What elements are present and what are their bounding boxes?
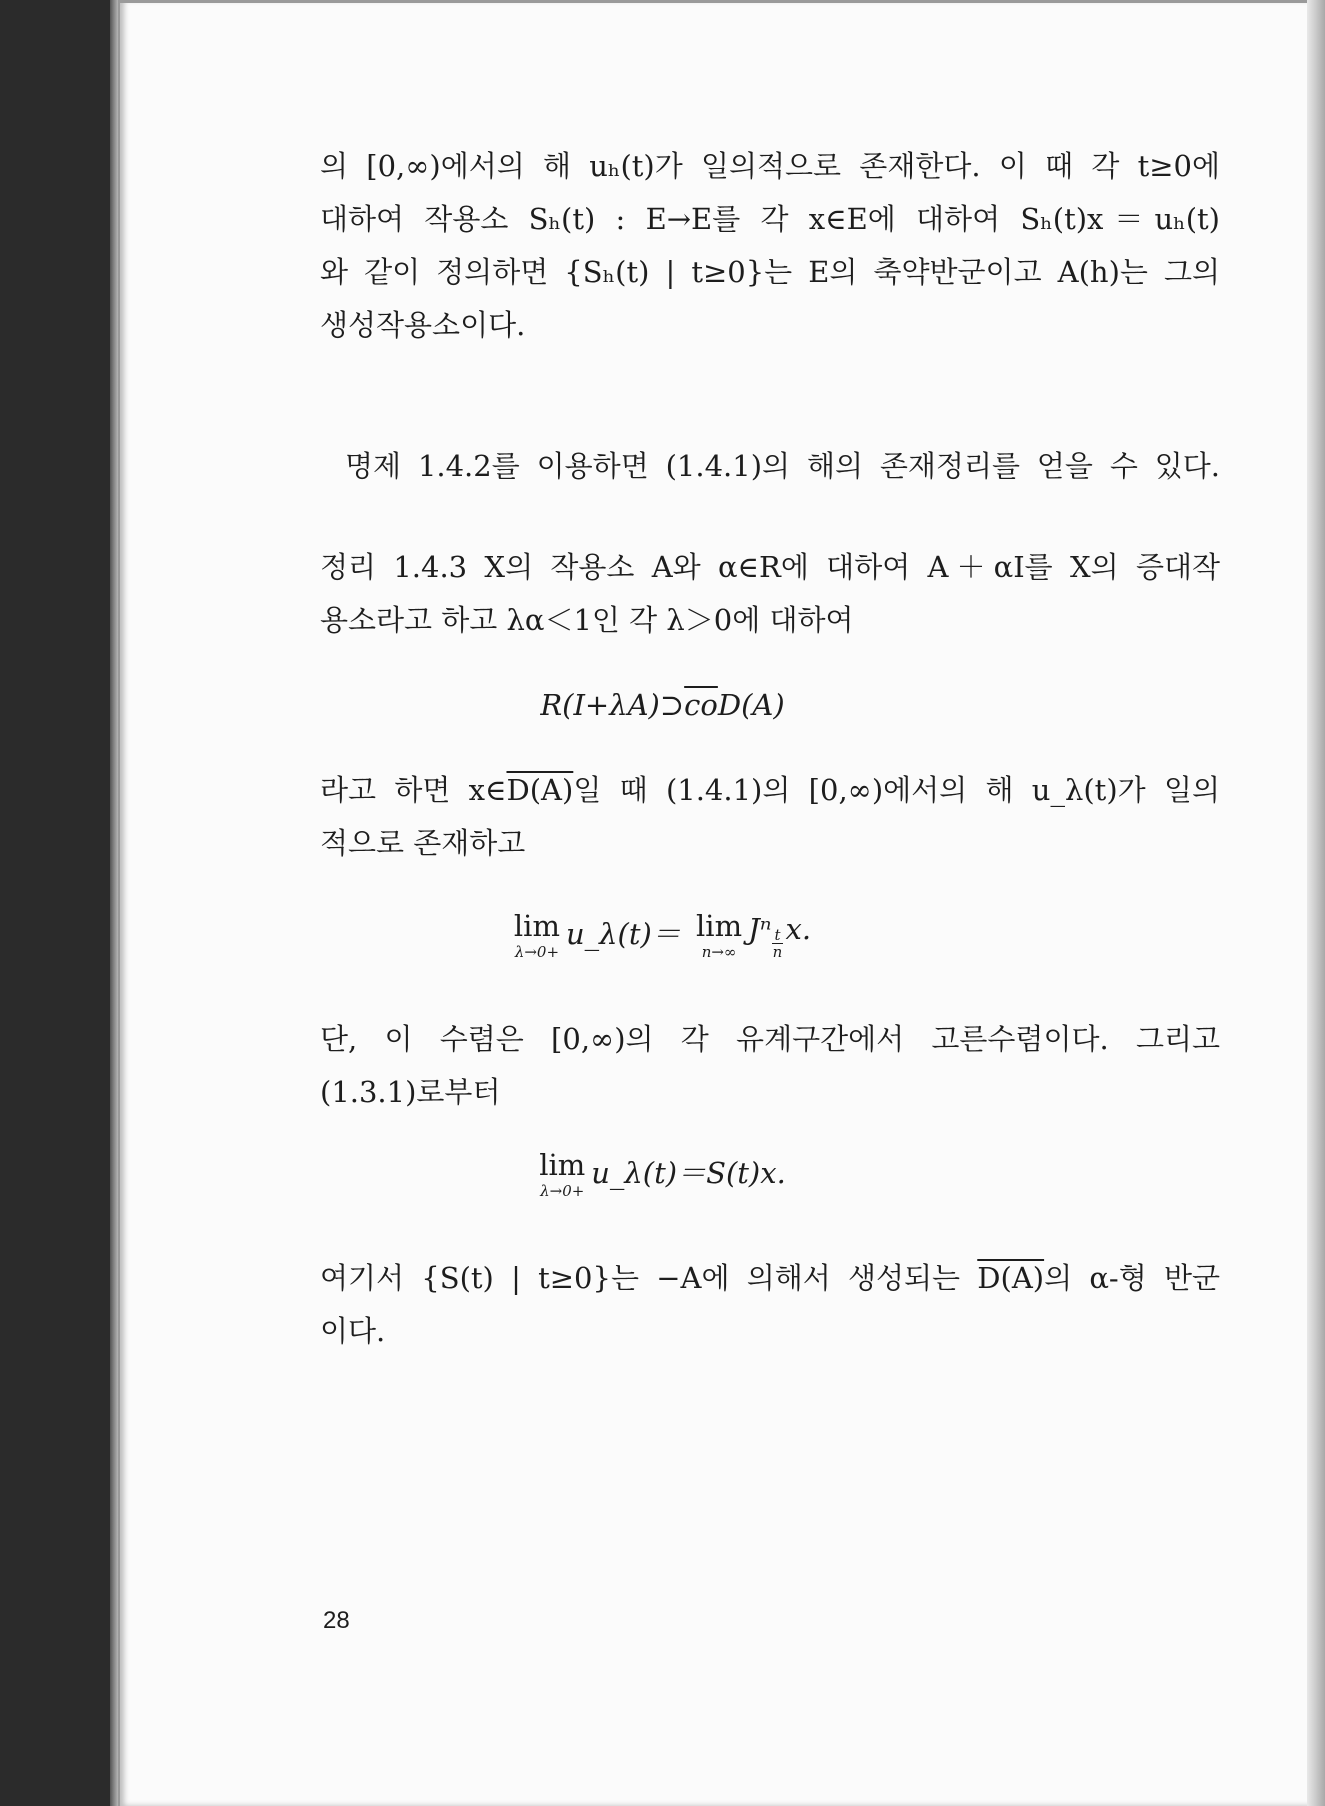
theorem-line: 용소라고 하고 λα＜1인 각 λ＞0에 대하여: [320, 603, 854, 637]
lim-subscript: λ→0+: [540, 1182, 585, 1200]
limit-operator: [696, 909, 743, 961]
text-segment: 의 α-형 반군: [1044, 1261, 1220, 1295]
limit-operator: [513, 909, 560, 961]
text-segment: 일 때 (1.4.1)의 [0,∞)에서의 해 u_λ(t)가 일의: [573, 773, 1220, 807]
text-line: 단, 이 수렴은 [0,∞)의 각 유계구간에서 고른수렴이다. 그리고: [320, 1022, 1220, 1056]
page-number: 28: [323, 1607, 350, 1634]
text-line: 생성작용소이다.: [320, 308, 526, 342]
text-segment: 여기서 {S(t) | t≥0}는 −A에 의해서 생성되는: [320, 1261, 961, 1295]
text-line: 대하여 작용소 Sₕ(t) : E→E를 각 x∈E에 대하여 Sₕ(t)x＝uₕ(t): [320, 202, 1220, 236]
lim-word: lim: [539, 1148, 586, 1182]
limit-operator: [539, 1148, 586, 1200]
equation-body: u_λ(t)＝: [565, 917, 681, 951]
equation-range-condition: [0, 688, 1325, 722]
theorem-1-4-3: [320, 541, 1220, 647]
fraction-subscript: [772, 927, 782, 960]
closure-d-of-a: D(A): [977, 1261, 1045, 1295]
paragraph-uniform-convergence: [320, 1013, 1220, 1119]
theorem-line: 정리 1.4.3 X의 작용소 A와 α∈R에 대하여 A＋αI를 X의 증대작: [320, 550, 1220, 584]
equation-body: u_λ(t)＝S(t)x.: [591, 1156, 786, 1190]
text-line: 의 [0,∞)에서의 해 uₕ(t)가 일의적으로 존재한다. 이 때 각 t≥0에: [320, 149, 1220, 183]
lim-subscript: λ→0+: [514, 943, 560, 961]
page-fore-edge: [1307, 0, 1325, 1806]
equation-lhs: R(I+λA)⊃: [540, 688, 685, 722]
text-line: 명제 1.4.2를 이용하면 (1.4.1)의 해의 존재정리를 얻을 수 있다.: [345, 449, 1220, 483]
paragraph-semigroup-definition: [320, 140, 1220, 352]
text-line: 와 같이 정의하면 {Sₕ(t) | t≥0}는 E의 축약반군이고 A(h)는 그의: [320, 255, 1220, 289]
fraction-denominator: n: [772, 943, 783, 961]
equation-body: Jⁿ: [748, 912, 772, 946]
page-top-edge: [118, 0, 1325, 3]
equation-rhs: D(A): [717, 688, 785, 722]
text-segment: 라고 하면 x∈: [320, 773, 507, 807]
fraction-numerator: t: [774, 926, 781, 944]
paragraph-alpha-semigroup: [320, 1252, 1220, 1358]
text-line: 적으로 존재하고: [320, 826, 526, 860]
text-line: 이다.: [320, 1314, 386, 1348]
text-line: [320, 1252, 1220, 1305]
equation-limit-resolvent: [0, 909, 1325, 961]
lim-word: lim: [696, 909, 743, 943]
closure-d-of-a: D(A): [506, 773, 574, 807]
equation-body: x.: [785, 912, 812, 946]
text-line: [320, 764, 1220, 817]
equation-closure-co: $\overline{co}$: [684, 688, 718, 722]
text-line: (1.3.1)로부터: [320, 1075, 501, 1109]
lim-subscript: n→∞: [701, 943, 737, 961]
lim-word: lim: [513, 909, 560, 943]
equation-limit-semigroup: [0, 1148, 1325, 1200]
paragraph-existence-remark: [345, 440, 1220, 493]
paragraph-unique-solution: [320, 764, 1220, 870]
